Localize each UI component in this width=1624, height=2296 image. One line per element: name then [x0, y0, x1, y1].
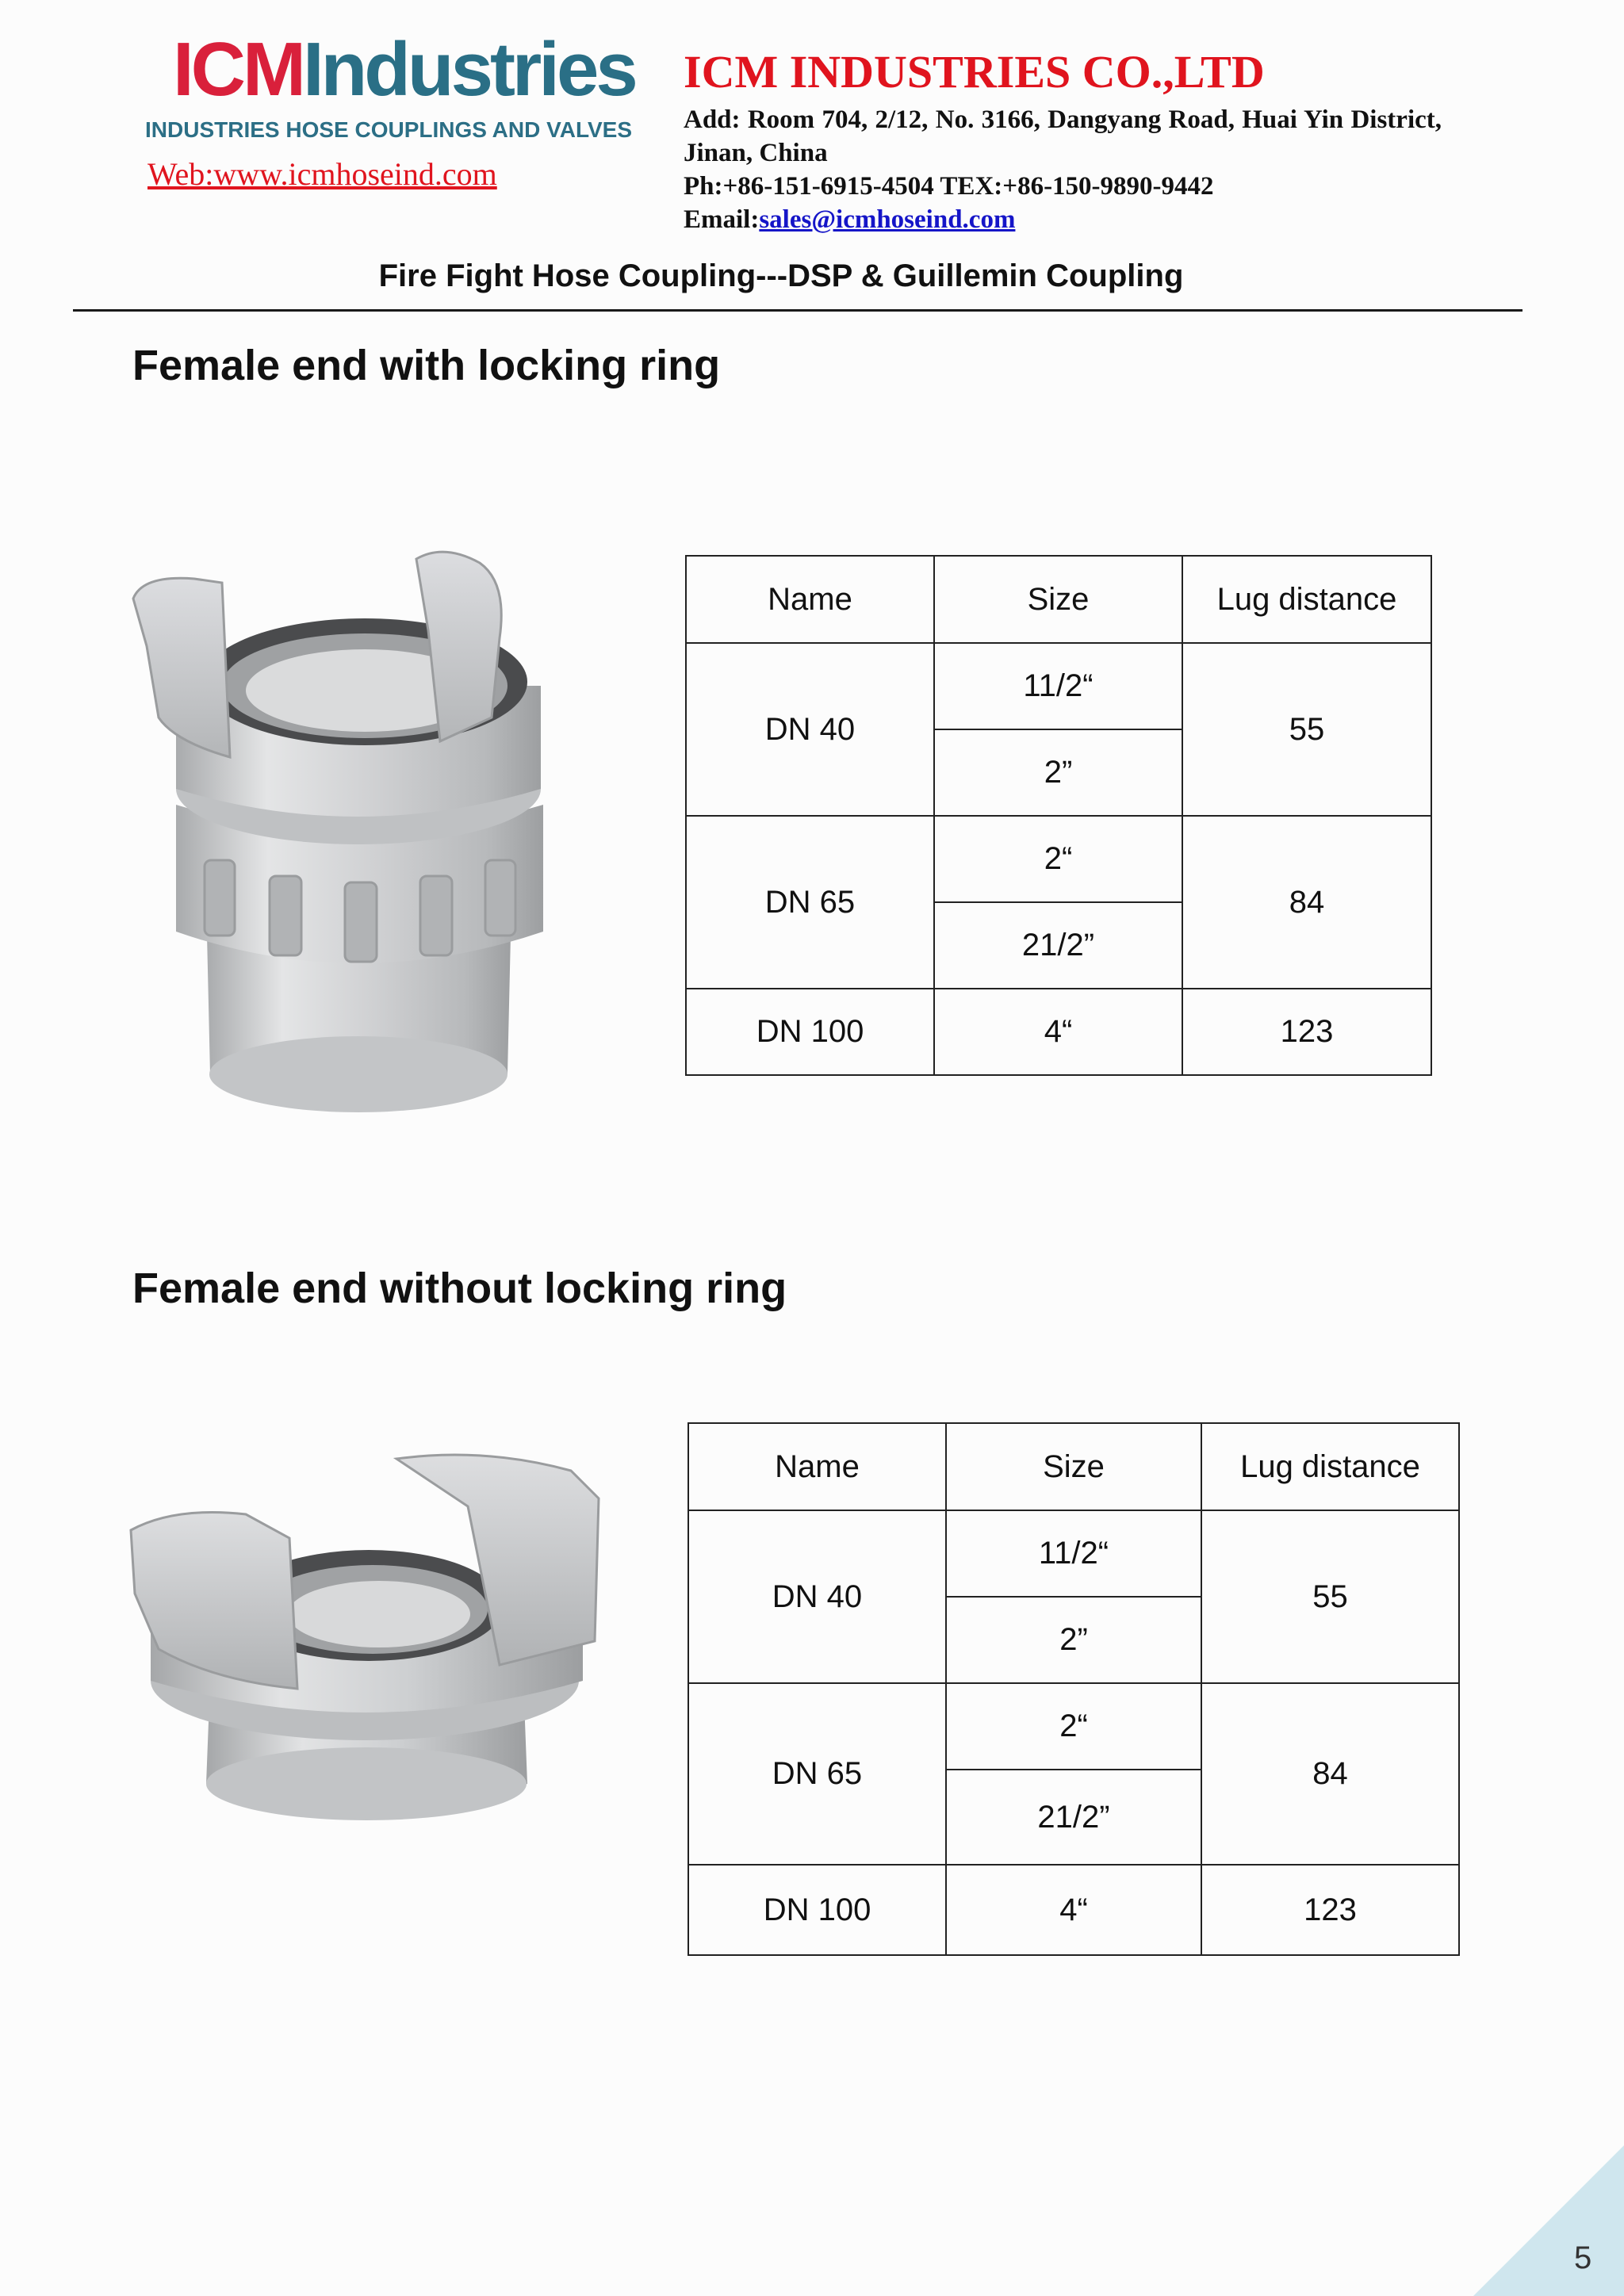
cell-size: 2“	[946, 1683, 1201, 1770]
page-number: 5	[1574, 2241, 1592, 2275]
cell-name: DN 65	[686, 816, 934, 989]
cell-size: 21/2”	[946, 1770, 1201, 1865]
cell-size: 4“	[934, 989, 1182, 1075]
cell-lug: 55	[1201, 1510, 1459, 1683]
cell-lug: 55	[1182, 643, 1431, 816]
table-row	[688, 1683, 1459, 1770]
cell-lug: 123	[1182, 989, 1431, 1075]
table-header-row	[686, 556, 1431, 643]
cell-size: 21/2”	[934, 902, 1182, 989]
cell-size: 4“	[946, 1865, 1201, 1955]
female-coupling-with-locking-ring-image	[127, 527, 595, 1134]
cell-name: DN 40	[686, 643, 934, 816]
cell-size: 2”	[946, 1597, 1201, 1683]
table-row	[688, 1865, 1459, 1955]
company-logo	[173, 27, 635, 112]
cell-name: DN 65	[688, 1683, 946, 1865]
header-divider	[73, 309, 1522, 312]
cell-lug: 84	[1201, 1683, 1459, 1865]
table-row	[686, 643, 1431, 729]
header-name: Name	[686, 556, 934, 643]
logo-icm-text: ICM	[173, 27, 303, 112]
company-name: ICM INDUSTRIES CO.,LTD	[684, 46, 1265, 98]
cell-name: DN 100	[688, 1865, 946, 1955]
section-title-with-ring: Female end with locking ring	[132, 342, 721, 389]
female-coupling-without-locking-ring-image	[127, 1451, 611, 1831]
email-label: Email:	[684, 205, 760, 234]
company-address: Add: Room 704, 2/12, No. 3166, Dangyang Road, Huai Yin District, Jinan, China	[684, 105, 1442, 167]
cell-size: 2”	[934, 729, 1182, 816]
header-lug-distance: Lug distance	[1182, 556, 1431, 643]
logo-tagline: INDUSTRIES HOSE COUPLINGS AND VALVES	[145, 117, 632, 142]
table-row	[688, 1510, 1459, 1597]
cell-name: DN 100	[686, 989, 934, 1075]
table-row	[686, 989, 1431, 1075]
logo-industries-text: Industries	[302, 27, 635, 112]
company-contact-block	[684, 103, 1442, 236]
header-name: Name	[688, 1423, 946, 1510]
company-phone: Ph:+86-151-6915-4504 TEX:+86-150-9890-9442	[684, 172, 1214, 201]
header-lug-distance: Lug distance	[1201, 1423, 1459, 1510]
cell-lug: 84	[1182, 816, 1431, 989]
spec-table-with-ring	[685, 555, 1432, 1076]
cell-size: 11/2“	[946, 1510, 1201, 1597]
corner-decoration	[1473, 2145, 1624, 2296]
cell-name: DN 40	[688, 1510, 946, 1683]
email-link[interactable]: sales@icmhoseind.com	[759, 205, 1016, 234]
header-size: Size	[946, 1423, 1201, 1510]
cell-lug: 123	[1201, 1865, 1459, 1955]
table-header-row	[688, 1423, 1459, 1510]
spec-table-without-ring	[688, 1422, 1460, 1956]
table-row	[686, 816, 1431, 902]
website-link[interactable]: Web:www.icmhoseind.com	[147, 156, 497, 192]
cell-size: 11/2“	[934, 643, 1182, 729]
section-title-without-ring: Female end without locking ring	[132, 1265, 787, 1312]
header-size: Size	[934, 556, 1182, 643]
cell-size: 2“	[934, 816, 1182, 902]
document-title: Fire Fight Hose Coupling---DSP & Guillemin Coupling	[378, 258, 1184, 293]
company-email-line	[684, 203, 1442, 236]
